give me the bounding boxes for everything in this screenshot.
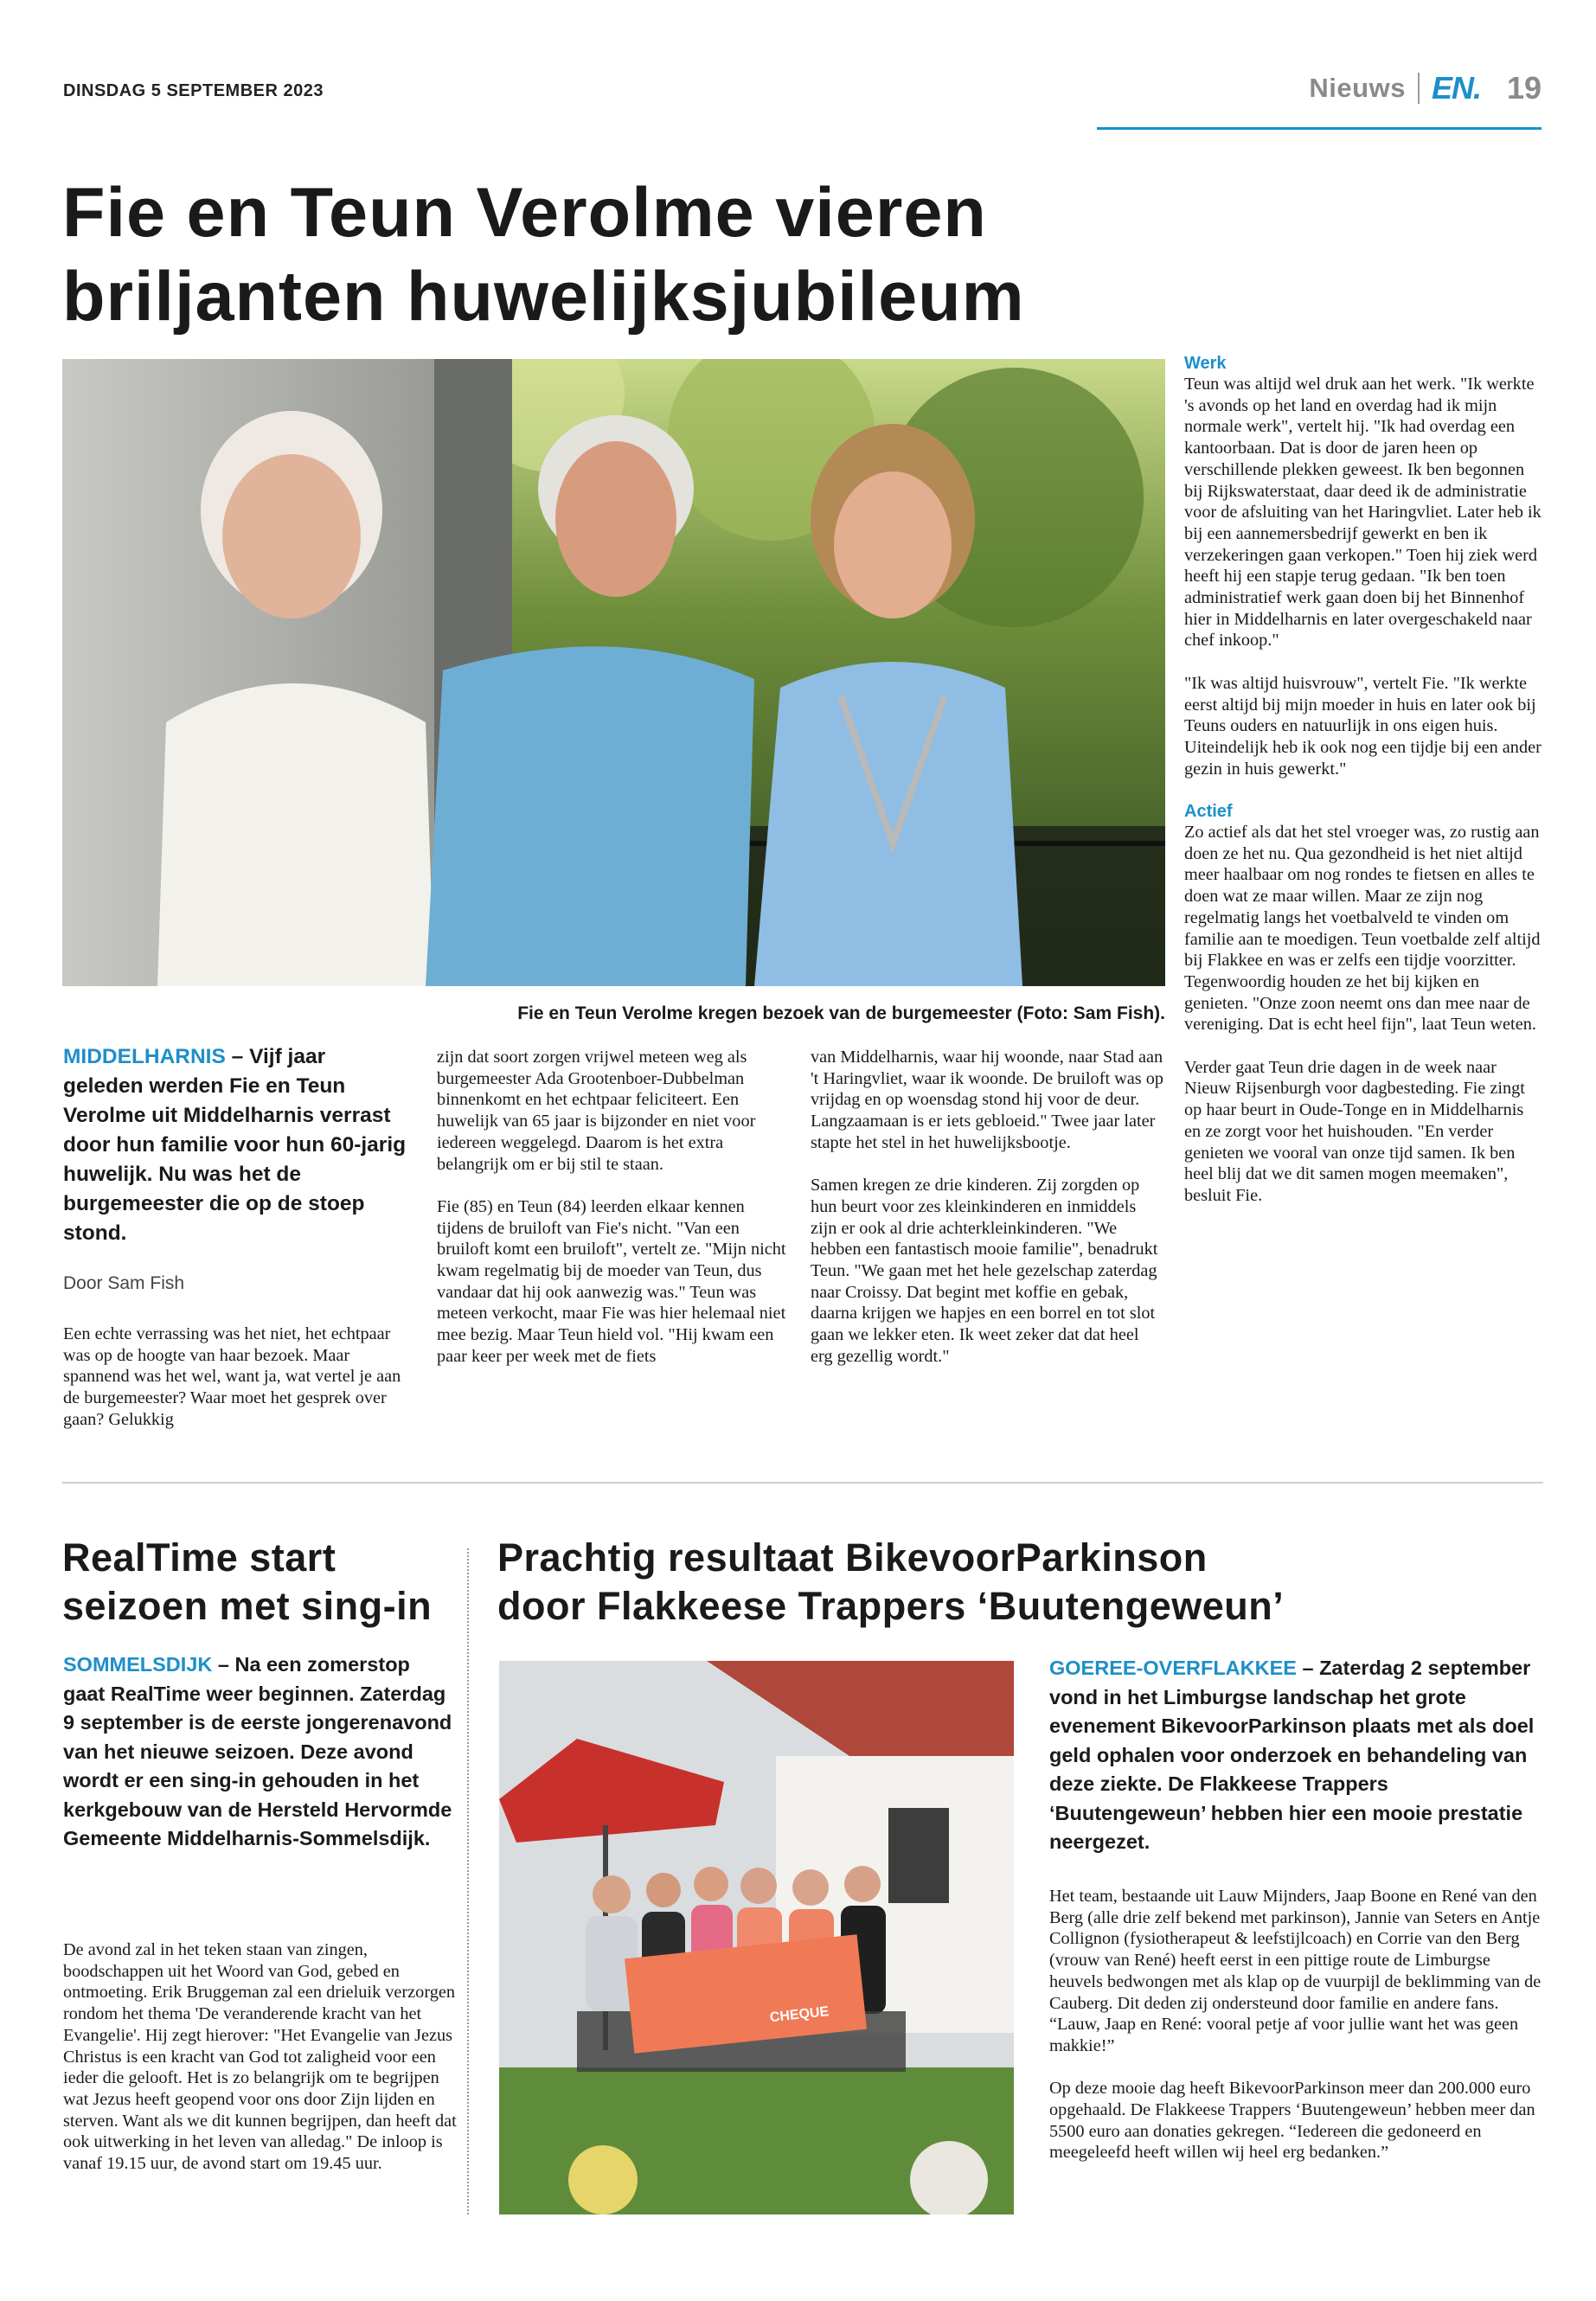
- article-column-3: [811, 1047, 1165, 1368]
- page-number: 19: [1506, 70, 1542, 106]
- issue-date: DINSDAG 5 SEPTEMBER 2023: [63, 81, 324, 100]
- article-column-2: [437, 1047, 792, 1368]
- section-divider: [62, 1482, 1543, 1484]
- lead-text: – Zaterdag 2 september vond in het Limburgse landschap het grote evenement BikevoorParkinson plaats met als doel geld ophalen voor onderzoek en behandeling van deze ziekte. De Flakkeese Trappers ‘Buutengeweun’ hebben hier een mooie prestatie neergezet.: [1049, 1657, 1535, 1853]
- subhead-actief: Actief: [1184, 802, 1233, 822]
- header-separator: [1418, 73, 1420, 104]
- cyclists-team-photo-illustration: [499, 1661, 1014, 2214]
- byline: Door Sam Fish: [63, 1273, 185, 1293]
- paragraph: Fie (85) en Teun (84) leerden elkaar kennen tijdens de bruiloft van Fie's nicht. "Van een bruiloft komt een bruiloft", vertelt ze. "Mijn nicht kwam regelmatig bij de moeder van Teun, dus vandaar dat hij ook aanwezig was." Teun was meteen verkocht, maar Fie was hier helemaal niet mee bezig. Maar Teun hield vol. "Hij kwam een paar keer per week met de fiets: [437, 1196, 786, 1366]
- couple-mayor-photo: [62, 359, 1165, 986]
- lead-kicker: GOEREE-OVERFLAKKEE: [1049, 1657, 1297, 1679]
- article-column-4: [1184, 353, 1543, 1207]
- page-header: [1309, 67, 1542, 109]
- paragraph: Een echte verrassing was het niet, het echtpaar was op de hoogte van haar bezoek. Maar spannend was het wel, want ja, wat vertel je aan de burgemeester? Waar moet het gesprek over gaan? Gelukkig: [63, 1324, 401, 1429]
- article-column-1: [63, 1324, 409, 1431]
- paragraph: Verder gaat Teun drie dagen in de week naar Nieuw Rijsenburgh voor dagbesteding. Fie zingt op haar beurt in Oude-Tonge en in Middelharnis en ze zorgt voor het huishouden. "En verder genieten we vooral van onze tijd samen. Ik ben heel blij dat we dit samen mogen meemaken", besluit Fie.: [1184, 1057, 1525, 1205]
- headline-line-1: RealTime start: [62, 1535, 337, 1580]
- cheque-label: CHEQUE: [769, 2004, 830, 2026]
- section-label: Nieuws: [1309, 73, 1406, 103]
- bikevoorparkinson-lead: [1049, 1654, 1542, 1857]
- subhead-werk: Werk: [1184, 354, 1227, 373]
- photo-caption: Fie en Teun Verolme kregen bezoek van de burgemeester (Foto: Sam Fish).: [517, 1003, 1165, 1023]
- paragraph: van Middelharnis, waar hij woonde, naar Stad aan 't Haringvliet, waar ik woonde. De bruiloft was op vrijdag en op woensdag stond hij voor de deur. Langzaamaan is er iets gebloeid." Twee jaar later stapte het stel in het huwelijksbootje.: [811, 1048, 1164, 1152]
- paragraph: Teun was altijd wel druk aan het werk. "Ik werkte 's avonds op het land en overdag had ik mijn normale werk", vertelt hij. "Ik had overdag een kantoorbaan. Dat is door de jaren heen op verschillende plekken geweest. Ik ben begonnen bij Rijkswaterstaat, daar deed ik de administratie voor de afsluiting van het Haringvliet. Later heb ik bij een aannemersbedrijf gewerkt en ben ik verzekeringen gaan verkopen." Toen hij ziek werd heeft hij een stapje terug gedaan. "Ik ben toen administratief werk gaan doen bij het Binnenhof hier in Middelharnis en later overgeschakeld naar chef inkoop.": [1184, 375, 1542, 651]
- paragraph: Samen kregen ze drie kinderen. Zij zorgden op hun beurt voor zes kleinkinderen en inmiddels zijn er ook al drie achterkleinkinderen. "We hebben een fantastisch mooie familie", benadrukt Teun. "We gaan met het hele gezelschap zaterdag naar Croissy. Dat begint met koffie en gebak, daarna krijgen we hapjes en een borrel en tot slot gaan we lekker eten. Ik weet zeker dat dat heel erg gezellig wordt.": [811, 1176, 1158, 1366]
- headline-line-2: briljanten huwelijksjubileum: [62, 258, 1025, 336]
- realtime-lead: [63, 1650, 457, 1854]
- newspaper-logo: EN.: [1431, 70, 1481, 106]
- paragraph: zijn dat soort zorgen vrijwel meteen weg als burgemeester Ada Grootenboer-Dubbelman binnenkomt en het echtpaar feliciteert. Een huwelijk van 65 jaar is bijzonder en niet voor iedereen weggelegd. Daarom is het extra belangrijk om er bij stil te staan.: [437, 1048, 756, 1174]
- article-lead: [63, 1042, 409, 1248]
- headline-line-1: Prachtig resultaat BikevoorParkinson: [497, 1535, 1208, 1580]
- lead-text: – Vijf jaar geleden werden Fie en Teun Verolme uit Middelharnis verrast door hun familie voor hun 60-jarig huwelijk. Nu was het de burgemeester die op de stoep stond.: [63, 1045, 407, 1245]
- headline-line-1: Fie en Teun Verolme vieren: [62, 174, 987, 252]
- column-divider: [467, 1548, 469, 2214]
- paragraph: De avond zal in het teken staan van zingen, boodschappen uit het Woord van God, gebed en ontmoeting. Erik Bruggeman zal een drieluik verzorgen rondom het thema 'De veranderende kracht van het Evangelie'. Hij zegt hierover: "Het Evangelie van Jezus Christus is een kracht van God tot zaligheid voor een ieder die gelooft. Het is zo belangrijk om te begrijpen wat Jezus heeft geopend voor ons door Zijn lijden en sterven. Want als we dit kunnen begrijpen, dan heeft dat ook uitwerking in het leven van alledag." De inloop is vanaf 19.15 uur, de avond start om 19.45 uur.: [63, 1940, 457, 2174]
- headline-line-2: door Flakkeese Trappers ‘Buutengeweun’: [497, 1584, 1285, 1628]
- lead-kicker: MIDDELHARNIS: [63, 1045, 226, 1068]
- couple-mayor-photo-illustration: [62, 359, 1165, 986]
- paragraph: Op deze mooie dag heeft BikevoorParkinson meer dan 200.000 euro opgehaald. De Flakkeese Trappers ‘Buutengeweun’ hebben meer dan 5500 euro aan donaties gekregen. “Iedereen die gedoneerd en meegeleefd heeft willen wij heel erg bedanken.”: [1049, 2079, 1535, 2163]
- headline-line-2: seizoen met sing-in: [62, 1584, 433, 1628]
- bikevoorparkinson-headline: [497, 1534, 1535, 1631]
- realtime-body: [63, 1939, 457, 2175]
- paragraph: "Ik was altijd huisvrouw", vertelt Fie. "Ik werkte eerst altijd bij mijn moeder in huis en later ook bij Teuns ouders en natuurlijk in ons eigen huis. Uiteindelijk heb ik ook nog een tijdje bij een ander gezin in huis gewerkt.": [1184, 673, 1542, 779]
- cyclists-team-photo: [499, 1661, 1014, 2214]
- realtime-headline: [62, 1534, 460, 1631]
- header-rule: [1097, 127, 1542, 130]
- bikevoorparkinson-body: [1049, 1886, 1542, 2163]
- lead-text: – Na een zomerstop gaat RealTime weer beginnen. Zaterdag 9 september is de eerste jongerenavond van het nieuwe seizoen. Deze avond wordt er een sing-in gehouden in het kerkgebouw van de Hersteld Hervormde Gemeente Middelharnis-Sommelsdijk.: [63, 1653, 452, 1849]
- paragraph: Het team, bestaande uit Lauw Mijnders, Jaap Boone en René van den Berg (alle drie zelf bekend met parkinson), Jannie van Seters en Antje Collignon (fysiotherapeut & leefstijlcoach) en Corrie van den Berg (vrouw van René) heeft eerst in een pittige route de Limburgse heuvels bedwongen met als klap op de vuurpijl de beklimming van de Cauberg. Dit deden zij ondersteund door familie en andere fans. “Lauw, Jaap en René: vooral petje af voor jullie want het was geen makkie!”: [1049, 1887, 1542, 2055]
- paragraph: Zo actief als dat het stel vroeger was, zo rustig aan doen ze het nu. Qua gezondheid is het niet altijd meer haalbaar om nog rondes te fietsen en alles te doen wat ze maar willen. Maar ze zijn nog regelmatig langs het voetbalveld te vinden om familie aan te moedigen. Teun voetbalde zelf altijd bij Flakkee en was er zelfs een tijdje voorzitter. Tegenwoordig houden ze het bij kijken en genieten. "Onze zoon neemt ons dan mee naar de vereniging. Dat is echt heel fijn", laat Teun weten.: [1184, 823, 1541, 1035]
- lead-kicker: SOMMELSDIJK: [63, 1653, 213, 1676]
- article-headline: [62, 171, 1083, 339]
